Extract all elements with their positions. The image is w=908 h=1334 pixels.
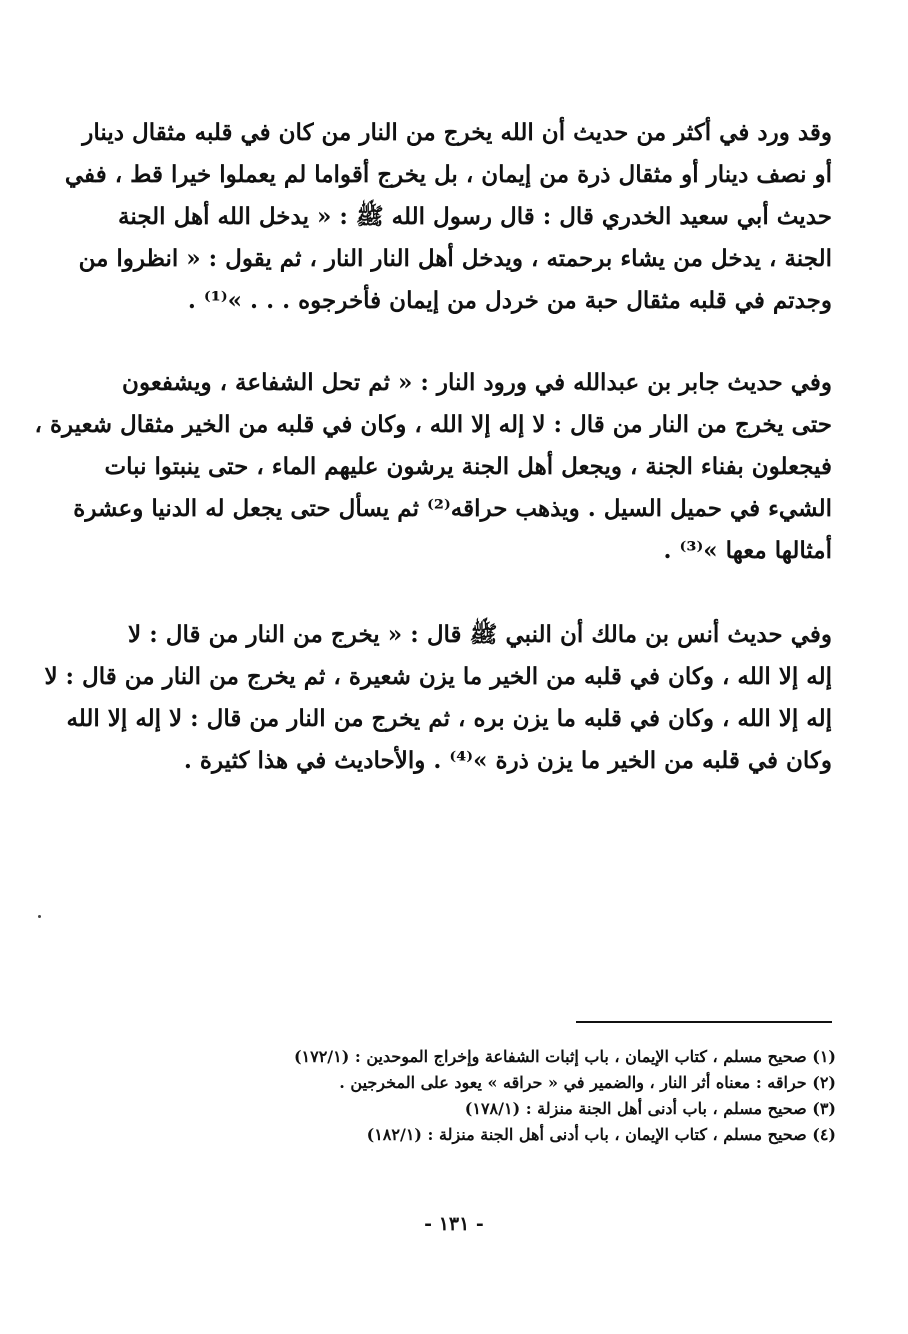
paragraph-1 bbox=[64, 112, 832, 322]
text-line: أمثالها معها »⁽³⁾ . bbox=[663, 537, 832, 564]
text-line: فيجعلون بفناء الجنة ، ويجعل أهل الجنة يرشون عليهم الماء ، حتى ينبتوا نبات bbox=[104, 453, 832, 480]
text-line: أو نصف دينار أو مثقال ذرة من إيمان ، بل يخرج أقواما لم يعملوا خيرا قط ، ففي bbox=[64, 161, 832, 188]
text-line: الشيء في حميل السيل . ويذهب حراقه⁽²⁾ ثم يسأل حتى يجعل له الدنيا وعشرة bbox=[73, 495, 832, 522]
page-number: - ١٣١ - bbox=[424, 1213, 484, 1235]
text-line: وكان في قلبه من الخير ما يزن ذرة »⁽⁴⁾ . والأحاديث في هذا كثيرة . bbox=[183, 747, 832, 774]
footnote-1: (١) صحيح مسلم ، كتاب الإيمان ، باب إثبات الشفاعة وإخراج الموحدين : (١٧٢/١) bbox=[293, 1047, 836, 1066]
footnote-4: (٤) صحيح مسلم ، كتاب الإيمان ، باب أدنى أهل الجنة منزلة : (١٨٢/١) bbox=[366, 1125, 836, 1144]
text-line: حديث أبي سعيد الخدري قال : قال رسول الله ﷺ : « يدخل الله أهل الجنة bbox=[118, 203, 832, 230]
text-line: الجنة ، يدخل من يشاء برحمته ، ويدخل أهل النار النار ، ثم يقول : « انظروا من bbox=[78, 245, 832, 272]
footnotes bbox=[218, 1044, 836, 1148]
text-line: وفي حديث أنس بن مالك أن النبي ﷺ قال : « يخرج من النار من قال : لا bbox=[128, 621, 832, 648]
text-line: إله إلا الله ، وكان في قلبه من الخير ما يزن شعيرة ، ثم يخرج من النار من قال : لا bbox=[44, 663, 832, 690]
footnote-3: (٣) صحيح مسلم ، باب أدنى أهل الجنة منزلة : (١٧٨/١) bbox=[464, 1099, 836, 1118]
text-line: حتى يخرج من النار من قال : لا إله إلا الله ، وكان في قلبه من الخير مثقال شعيرة ، bbox=[34, 411, 832, 438]
footnote-2: (٢) حراقه : معناه أثر النار ، والضمير في « حراقه » يعود على المخرجين . bbox=[339, 1073, 836, 1092]
text-line: وقد ورد في أكثر من حديث أن الله يخرج من النار من كان في قلبه مثقال دينار bbox=[82, 119, 832, 146]
footnote-separator bbox=[576, 1021, 832, 1023]
paragraph-3 bbox=[44, 614, 832, 782]
text-line: وفي حديث جابر بن عبدالله في ورود النار : « ثم تحل الشفاعة ، ويشفعون bbox=[122, 369, 832, 396]
text-line: وجدتم في قلبه مثقال حبة من خردل من إيمان فأخرجوه . . . »⁽¹⁾ . bbox=[187, 287, 832, 314]
paragraph-2 bbox=[34, 362, 832, 572]
text-line: إله إلا الله ، وكان في قلبه ما يزن بره ، ثم يخرج من النار من قال : لا إله إلا الله bbox=[66, 705, 832, 732]
scan-speck bbox=[38, 915, 41, 918]
